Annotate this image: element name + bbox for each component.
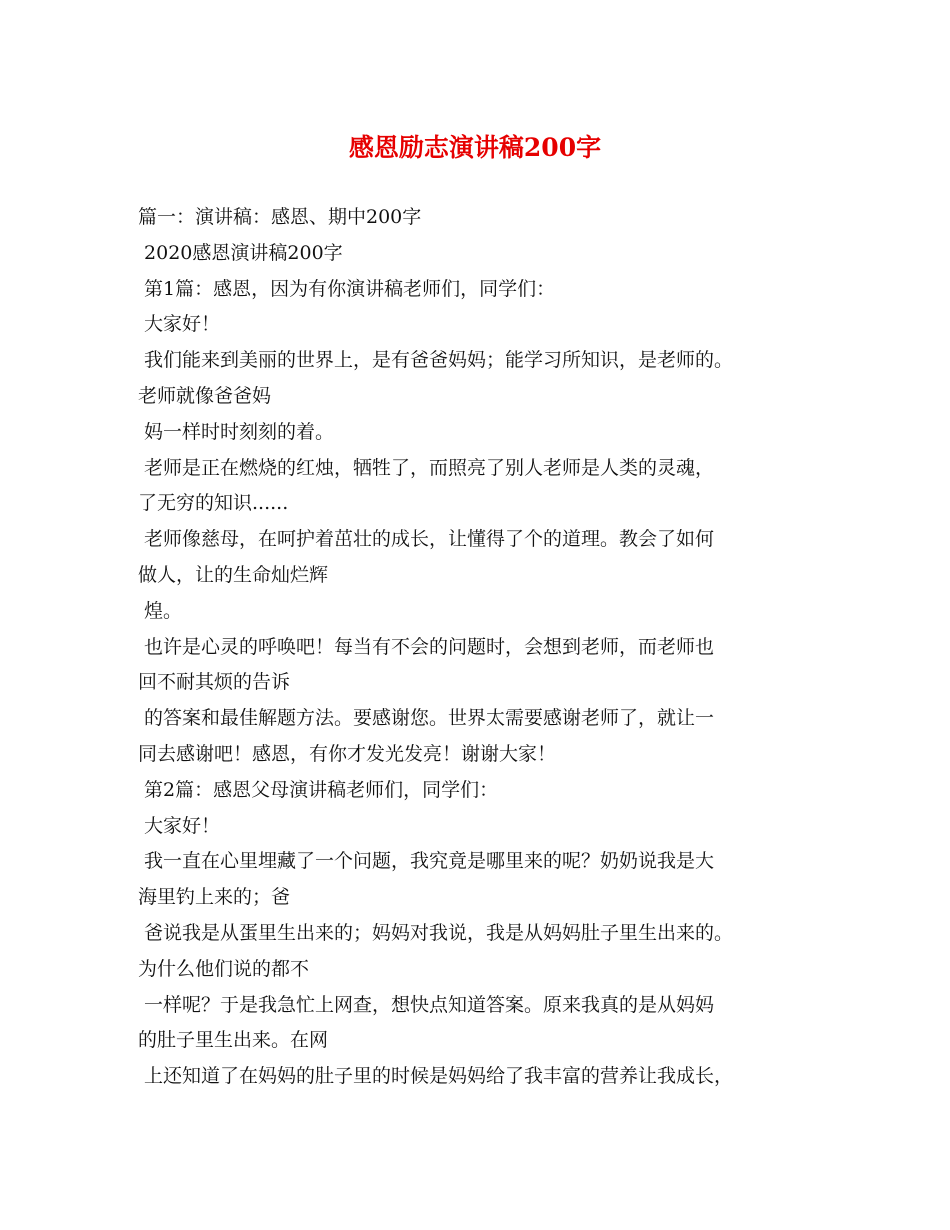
body-line: 我们能来到美丽的世界上，是有爸爸妈妈；能学习所知识，是老师的。 xyxy=(138,349,734,372)
body-line: 大家好！ xyxy=(138,313,221,336)
body-line: 做人，让的生命灿烂辉 xyxy=(138,563,329,586)
body-line: 大家好！ xyxy=(138,814,221,837)
body-line: 篇一：演讲稿：感恩、期中200字 xyxy=(138,206,422,228)
body-line: 第2篇：感恩父母演讲稿老师们，同学们： xyxy=(138,778,499,801)
body-line: 为什么他们说的都不 xyxy=(138,957,310,980)
body-line: 一样呢？于是我急忙上网查，想快点知道答案。原来我真的是从妈妈 xyxy=(138,993,715,1016)
body-line: 老师像慈母，在呵护着茁壮的成长，让懂得了个的道理。教会了如何 xyxy=(138,528,715,551)
document-title: 感恩励志演讲稿200字 xyxy=(348,133,602,162)
body-line: 回不耐其烦的告诉 xyxy=(138,671,291,694)
body-line: 2020感恩演讲稿200字 xyxy=(138,241,343,264)
body-line: 妈一样时时刻刻的着。 xyxy=(138,420,335,443)
body-line: 的答案和最佳解题方法。要感谢您。世界太需要感谢老师了，就让一 xyxy=(138,707,715,730)
body-line: 老师就像爸爸妈 xyxy=(138,384,272,407)
body-line: 煌。 xyxy=(138,599,183,622)
body-line: 我一直在心里埋藏了一个问题，我究竟是哪里来的呢？奶奶说我是大 xyxy=(138,850,715,873)
body-line: 同去感谢吧！感恩，有你才发光发亮！谢谢大家！ xyxy=(138,742,557,765)
document-body xyxy=(138,200,828,1095)
body-line: 海里钓上来的；爸 xyxy=(138,886,291,909)
body-line: 第1篇：感恩，因为有你演讲稿老师们，同学们： xyxy=(138,277,556,300)
body-line: 的肚子里生出来。在网 xyxy=(138,1029,329,1052)
body-line: 老师是正在燃烧的红烛，牺牲了，而照亮了别人老师是人类的灵魂， xyxy=(138,456,715,479)
body-line: 爸说我是从蛋里生出来的；妈妈对我说，我是从妈妈肚子里生出来的。 xyxy=(138,921,734,944)
body-line: 也许是心灵的呼唤吧！每当有不会的问题时，会想到老师，而老师也 xyxy=(138,635,715,658)
body-line: 上还知道了在妈妈的肚子里的时候是妈妈给了我丰富的营养让我成长， xyxy=(138,1065,734,1088)
body-line: 了无穷的知识...... xyxy=(138,492,289,515)
